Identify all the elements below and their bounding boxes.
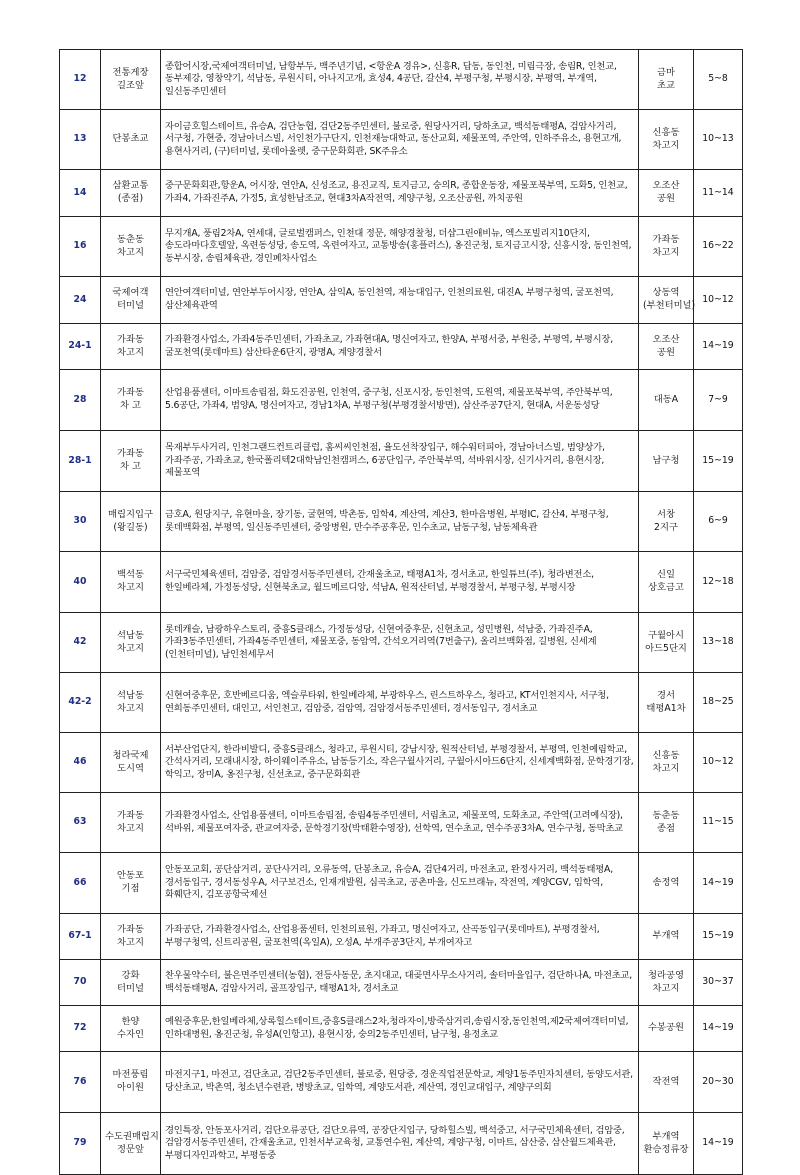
route-origin-line: (왕길동) [113, 521, 148, 533]
route-number: 42-2 [60, 673, 101, 733]
route-destination [639, 431, 694, 492]
route-destination [639, 370, 694, 431]
route-stops: 종합어시장,국제여객터미널, 남항부두, 백주년기념, <항운A 경유>, 신흥R, 답동, 동인천, 미림극장, 송림R, 인천교, 동부제강, 영창약기, 석남동, 루원시티, 아나지고개, 효성4, 4공단, 갈산4, 부평구청, 부평시장, 부평역, 부개역, 일신동주민센터 [161, 50, 639, 110]
route-row [60, 277, 743, 324]
route-stops: 안동포교회, 공단삼거리, 공단사거리, 오류동역, 단봉초교, 유승A, 검단4거리, 마전초교, 완정사거리, 백석동태평A, 경서동입구, 경서동성우A, 서구보건소, 인재개발원, 심곡초교, 공촌마을, 신도브래뉴, 작전역, 계양CGV, 임학역, 화훼단지, 김포공항국제선 [161, 853, 639, 914]
route-stops: 롯데캐슬, 남광하우스토리, 중흥S클래스, 가정동성당, 신현여중후문, 신현초교, 성민병원, 석남중, 가좌진주A, 가좌3동주민센터, 가좌4동주민센터, 제물포중, 동암역, 간석오거리역(7번출구), 올리브백화점, 길병원, 신세계(인천터미널), 남인천세무서 [161, 613, 639, 673]
route-interval: 16~22 [694, 217, 743, 277]
route-origin-line: 터미널 [117, 982, 144, 994]
route-destination-line: 부개역 [652, 1130, 680, 1142]
route-origin-line: 동춘동 [117, 233, 144, 245]
route-destination-line: 아드5단지 [645, 642, 687, 654]
route-interval: 14~19 [694, 853, 743, 914]
route-row [60, 217, 743, 277]
route-origin-line: 전통게장 [112, 66, 149, 78]
route-origin [101, 324, 161, 370]
route-origin-line: 안동포 [117, 870, 144, 882]
route-origin [101, 370, 161, 431]
route-destination-line: 상동역 [652, 287, 680, 299]
route-interval: 14~19 [694, 1006, 743, 1052]
route-origin-line: 수도권매립지 [105, 1130, 159, 1142]
route-stops: 가좌환경사업소, 산업용품센터, 이마트송림점, 송림4동주민센터, 서림초교, 제물포역, 도화초교, 주안역(고려예식장), 석바위, 제물포여자중, 관교여자중, 문학경기장(박태환수영장), 선학역, 연수초교, 연수주공3차A, 연수구청, 동막초교 [161, 793, 639, 853]
route-origin-line: 차고지 [117, 642, 144, 654]
route-row [60, 50, 743, 110]
route-destination-line: 부개역 [652, 930, 680, 942]
route-destination-line: (부천터미널) [643, 300, 696, 311]
route-origin-line: 아이원 [117, 1082, 144, 1093]
route-number: 28 [60, 370, 101, 431]
route-destination-line: 경서 [657, 689, 675, 701]
route-interval: 13~18 [694, 613, 743, 673]
route-origin-line: 백석동 [117, 569, 144, 581]
route-destination [639, 1052, 694, 1113]
route-origin-line: 마전풍림 [112, 1069, 149, 1081]
route-destination [639, 110, 694, 170]
route-row [60, 853, 743, 914]
route-destination-line: 금마 [657, 66, 675, 78]
route-row [60, 370, 743, 431]
route-interval: 10~12 [694, 277, 743, 324]
route-stops: 자이금호힐스테이트, 유승A, 검단농협, 검단2동주민센터, 불로중, 원당사거리, 당하초교, 백석동태평A, 검암사거리, 서구청, 가현중, 경남아너스빌, 서인천가구단지, 인천재능대학교, 동산교회, 제물포역, 주안역, 인하주유소, 용현고개, 용현사거리, (구)터미널, 롯데아울렛, 중구문화회관, SK주유소 [161, 110, 639, 170]
route-destination-line: 2지구 [654, 521, 678, 533]
route-destination-line: 상호금고 [648, 582, 684, 593]
route-origin-line: 차고지 [117, 936, 144, 948]
route-interval: 11~14 [694, 170, 743, 217]
route-origin [101, 613, 161, 673]
route-destination-line: 차고지 [652, 246, 680, 258]
route-origin-line: 가좌동 [117, 923, 144, 935]
route-destination [639, 552, 694, 613]
route-number: 70 [60, 960, 101, 1006]
route-destination-line: 오조산 [652, 333, 680, 345]
route-origin-line: 단봉초교 [112, 133, 149, 145]
route-origin [101, 673, 161, 733]
route-row [60, 170, 743, 217]
route-origin-line: 차고지 [117, 346, 144, 358]
route-number: 28-1 [60, 431, 101, 492]
route-destination-line: 차고지 [652, 762, 680, 774]
route-destination-line: 작전역 [652, 1075, 680, 1087]
route-interval: 5~8 [694, 50, 743, 110]
route-number: 24 [60, 277, 101, 324]
route-origin-line: 도시역 [117, 762, 144, 774]
route-origin-line: 석남동 [117, 689, 144, 701]
route-interval: 10~12 [694, 733, 743, 793]
route-interval: 12~18 [694, 552, 743, 613]
route-origin [101, 431, 161, 492]
route-destination-line: 신흥동 [652, 749, 680, 761]
route-stops: 가좌공단, 가좌환경사업소, 산업용품센터, 인천의료원, 가좌고, 명신여자고, 산곡동입구(롯데마트), 부평경찰서, 부평구청역, 신트리공원, 굴포천역(옥일A), 오성A, 부개주공3단지, 부개여자고 [161, 914, 639, 960]
route-stops: 찬우물약수터, 불은면주민센터(농협), 전등사동문, 초지대교, 대곶면사무소사거리, 솔터마을입구, 검단하나A, 마전초교, 백석동태평A, 검암사거리, 골프장입구, 태평A1차, 경서초교 [161, 960, 639, 1006]
route-origin-line: 가좌동 [117, 333, 144, 345]
route-interval: 6~9 [694, 492, 743, 552]
route-destination-line: 송정역 [652, 876, 680, 888]
route-origin-line: 가좌동 [117, 809, 144, 821]
route-origin [101, 1006, 161, 1052]
route-destination-line: 대동A [653, 393, 679, 405]
route-row [60, 552, 743, 613]
route-origin-line: 차고지 [117, 822, 144, 834]
route-destination [639, 1006, 694, 1052]
route-row [60, 793, 743, 853]
route-row [60, 431, 743, 492]
route-destination-line: 환승정류장 [643, 1143, 689, 1155]
route-row [60, 914, 743, 960]
route-origin-line: 석남동 [117, 629, 144, 641]
route-stops: 연안여객터미널, 연안부두어시장, 연안A, 삼익A, 동인천역, 재능대입구, 인천의료원, 대진A, 부평구청역, 굴포천역, 삼산체육관역 [161, 277, 639, 324]
route-origin [101, 1113, 161, 1175]
route-destination-line: 신흥동 [652, 126, 680, 138]
route-origin [101, 853, 161, 914]
route-destination-line: 초교 [657, 79, 675, 91]
route-origin-line: 정문앞 [117, 1143, 144, 1155]
route-number: 63 [60, 793, 101, 853]
route-interval: 15~19 [694, 914, 743, 960]
route-stops: 예원중후문,한일베라체,상록힐스테이트,중흥S클래스2차,청라자이,방죽삼거리,송림시장,동인천역,제2국제여객터미널, 인하대병원, 옹진군청, 유성A(인항고), 용현시장, 숭의2동주민센터, 남구청, 용정초교 [161, 1006, 639, 1052]
route-destination [639, 277, 694, 324]
route-row [60, 110, 743, 170]
route-interval: 20~30 [694, 1052, 743, 1113]
route-origin-line: 터미널 [117, 300, 144, 311]
bus-route-table [59, 49, 743, 1175]
route-row [60, 1052, 743, 1113]
route-origin-line: 기점 [121, 883, 140, 894]
route-row [60, 733, 743, 793]
route-stops: 목재부두사거리, 인천그랜드컨트리클럽, 홈씨씨인천점, 율도선착장입구, 해수워터피아, 경남아너스빌, 범양상가, 가좌주공, 가좌초교, 한국폴리텍2대학남인천캠퍼스, 6공단입구, 주안북부역, 석바위시장, 신기사거리, 용현시장, 제물포역 [161, 431, 639, 492]
route-destination [639, 1113, 694, 1175]
route-number: 13 [60, 110, 101, 170]
route-destination [639, 170, 694, 217]
route-destination [639, 673, 694, 733]
route-destination-line: 가좌동 [652, 233, 680, 245]
route-origin [101, 960, 161, 1006]
route-origin-line: 차 고 [120, 400, 141, 411]
route-destination-line: 오조산 [652, 180, 680, 192]
route-stops: 무지개A, 풍림2차A, 연세대, 글로벌캠퍼스, 인천대 정문, 해양경찰청, 더샵그린애비뉴, 엑스포빌리지10단지, 송도라마다호텔앞, 옥련동성당, 송도역, 옥련여자고, 교통방송(홍플러스), 옹진군청, 토지금고시장, 신흥시장, 동인천역, 동부시장, 송림체육관, 경인폐차사업소 [161, 217, 639, 277]
route-number: 40 [60, 552, 101, 613]
route-table-body [60, 50, 743, 1175]
route-destination [639, 324, 694, 370]
route-stops: 중구문화회관,항운A, 어시장, 연안A, 신성조교, 용진교직, 토지금고, 숭의R, 종합운동장, 제물포북부역, 도화5, 인천교, 가좌4, 가좌진주A, 가정5, 효성한남조교, 현대3차A작전역, 계양구청, 오조산공원, 까치공원 [161, 170, 639, 217]
route-origin [101, 110, 161, 170]
route-destination-line: 수봉공원 [648, 1022, 684, 1034]
route-destination [639, 960, 694, 1006]
route-origin-line: 차고지 [117, 582, 144, 593]
route-origin [101, 50, 161, 110]
route-interval: 30~37 [694, 960, 743, 1006]
route-row [60, 673, 743, 733]
route-number: 30 [60, 492, 101, 552]
route-origin [101, 914, 161, 960]
route-stops: 서구국민체육센터, 검암중, 검암경서동주민센터, 간재울초교, 태평A1차, 경서초교, 한일튜브(주), 청라변전소, 한일베라체, 가정동성당, 신현북초교, 월드메르디앙, 석남A, 원적산터널, 부평경찰서, 부평구청, 부평시장 [161, 552, 639, 613]
route-number: 79 [60, 1113, 101, 1175]
route-interval: 14~19 [694, 1113, 743, 1175]
route-origin [101, 217, 161, 277]
route-origin-line: 삼환교통 [112, 180, 149, 192]
route-origin-line: 매립지입구 [108, 508, 153, 520]
route-stops: 가좌환경사업소, 가좌4동주민센터, 가좌초교, 가좌현대A, 명신여자고, 한양A, 부평서중, 부원중, 부평역, 부평시장, 굴포천역(롯데마트) 삼산타운6단지, 광명A, 계양경찰서 [161, 324, 639, 370]
route-destination-line: 공원 [657, 346, 675, 358]
route-interval: 7~9 [694, 370, 743, 431]
route-origin-line: 강화 [121, 969, 140, 981]
route-origin-line: (종점) [117, 193, 144, 204]
route-number: 46 [60, 733, 101, 793]
route-interval: 15~19 [694, 431, 743, 492]
route-number: 24-1 [60, 324, 101, 370]
route-origin-line: 청라국제 [112, 749, 149, 761]
route-destination-line: 차고지 [652, 982, 680, 994]
route-destination [639, 492, 694, 552]
route-stops: 서부산업단지, 한라비발디, 중흥S클래스, 청라고, 루원시티, 강남시장, 원적산터널, 부평경찰서, 부평역, 인천예림학교, 간석사거리, 모래내시장, 하이웨이주유소, 남동등기소, 작은구월사거리, 구월아시아드6단지, 신세계백화점, 문학경기장, 학익고, 장미A, 옹진구청, 신선초교, 중구문화회관 [161, 733, 639, 793]
route-origin-line: 차 고 [120, 461, 141, 472]
route-number: 66 [60, 853, 101, 914]
route-destination-line: 차고지 [652, 139, 680, 151]
route-destination [639, 217, 694, 277]
route-stops: 산업용품센터, 이마트송림점, 화도진공원, 인천역, 중구청, 신포시장, 동인천역, 도원역, 제물포북부역, 주안북부역, 5.6공단, 가좌4, 범양A, 명신여자고, 경남1차A, 부평구청(부평경찰서방면), 삼산주공7단지, 현대A, 서운동성당 [161, 370, 639, 431]
route-destination-line: 남구청 [652, 454, 680, 466]
route-origin-line: 길조앞 [117, 79, 144, 91]
route-origin-line: 가좌동 [117, 387, 144, 399]
route-number: 42 [60, 613, 101, 673]
route-row [60, 960, 743, 1006]
route-number: 76 [60, 1052, 101, 1113]
route-destination-line: 서창 [657, 508, 675, 520]
route-destination [639, 50, 694, 110]
route-number: 16 [60, 217, 101, 277]
route-number: 12 [60, 50, 101, 110]
route-destination [639, 853, 694, 914]
route-origin-line: 가좌동 [117, 448, 144, 460]
route-destination-line: 구월아시 [648, 629, 684, 641]
route-destination-line: 종점 [657, 822, 675, 834]
route-stops: 신현여중후문, 호반베르디움, 엑슬루타워, 한일베라체, 부광하우스, 린스트하우스, 청라고, KT서인천지사, 서구청, 연희동주민센터, 대인고, 서인천고, 검암중, 검암역, 검암경서동주민센터, 경서동입구, 경서초교 [161, 673, 639, 733]
route-interval: 11~15 [694, 793, 743, 853]
route-origin [101, 492, 161, 552]
route-destination [639, 793, 694, 853]
route-interval: 14~19 [694, 324, 743, 370]
route-stops: 마전지구1, 마전고, 검단초교, 검단2동주민센터, 불로중, 원당중, 경운직업전문학교, 계양1동주민자치센터, 동양도서관, 당산초교, 박촌역, 청소년수련관, 병방초교, 임학역, 계양도서관, 계산역, 경인교대입구, 계양구의회 [161, 1052, 639, 1113]
route-destination-line: 공원 [657, 193, 675, 204]
route-origin-line: 차고지 [117, 246, 144, 258]
route-origin-line: 한양 [121, 1015, 140, 1027]
route-row [60, 613, 743, 673]
route-number: 14 [60, 170, 101, 217]
route-destination [639, 914, 694, 960]
route-row [60, 324, 743, 370]
route-row [60, 492, 743, 552]
route-destination-line: 신일 [657, 569, 675, 581]
route-stops: 경인특장, 안동포사거리, 검단오류공단, 검단오류역, 공장단지입구, 당하힐스빌, 백석중고, 서구국민체육센터, 검암중, 검암경서동주민센터, 간재울초교, 인천서부교육청, 교통연수원, 계산역, 계양구청, 이마트, 삼산중, 삼산월드체육관, 부평디자인과학고, 부평동중 [161, 1113, 639, 1175]
route-origin [101, 733, 161, 793]
route-origin [101, 552, 161, 613]
route-row [60, 1113, 743, 1175]
route-origin [101, 170, 161, 217]
route-number: 67-1 [60, 914, 101, 960]
route-origin [101, 1052, 161, 1113]
route-interval: 10~13 [694, 110, 743, 170]
route-row [60, 1006, 743, 1052]
route-number: 72 [60, 1006, 101, 1052]
route-origin [101, 793, 161, 853]
route-origin-line: 수자인 [117, 1028, 144, 1040]
route-origin-line: 차고지 [117, 702, 144, 714]
route-destination-line: 태평A1차 [646, 702, 686, 714]
route-origin [101, 277, 161, 324]
route-destination-line: 동춘동 [652, 809, 680, 821]
route-origin-line: 국제여객 [112, 287, 149, 299]
route-stops: 금호A, 원당지구, 유현마을, 장기동, 굴현역, 박촌동, 임학4, 계산역, 계산3, 한마음병원, 부평IC, 갈산4, 부평구청, 롯데백화점, 부평역, 일신동주민센터, 중앙병원, 만수주공후문, 인수초교, 남동구청, 남동체육관 [161, 492, 639, 552]
route-destination [639, 613, 694, 673]
route-destination [639, 733, 694, 793]
route-destination-line: 청라공영 [648, 969, 684, 981]
route-interval: 18~25 [694, 673, 743, 733]
